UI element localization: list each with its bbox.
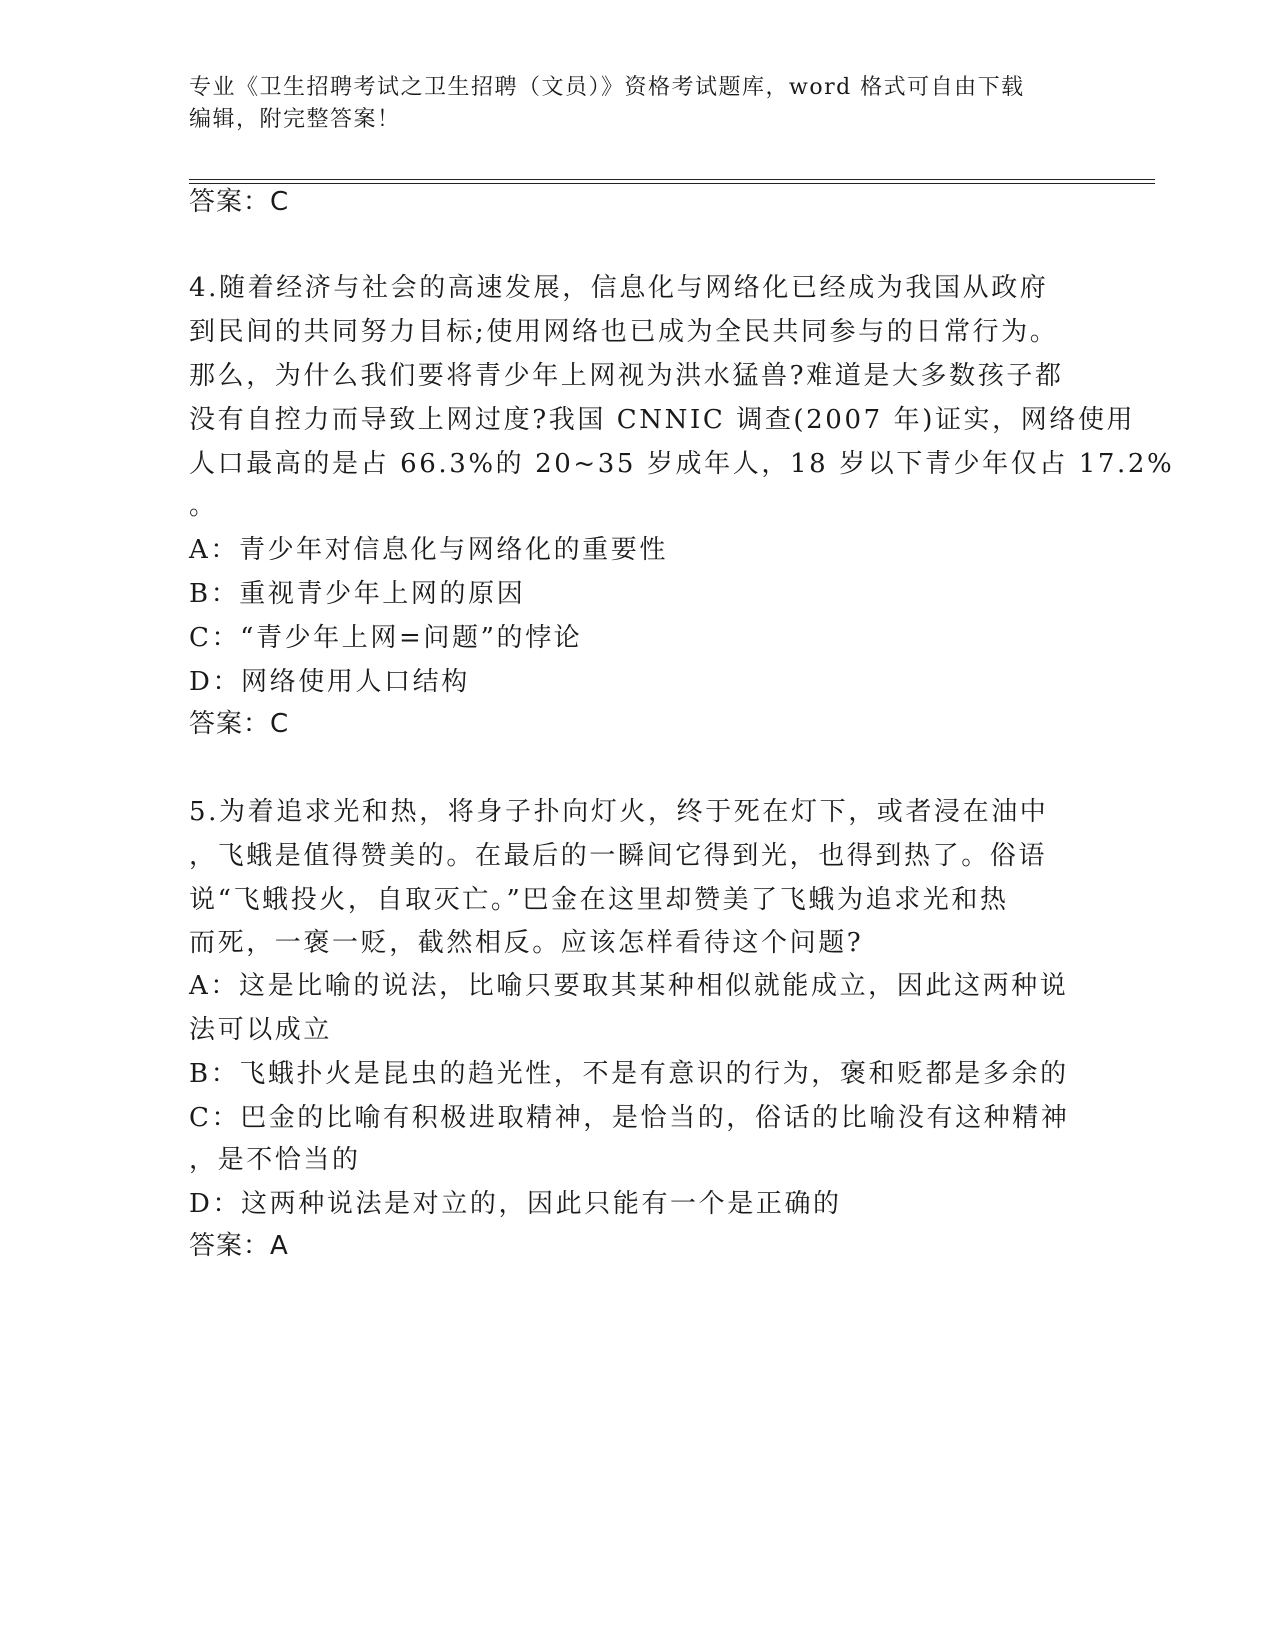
document-header	[189, 72, 1089, 136]
question-4-line: 那么，为什么我们要将青少年上网视为洪水猛兽?难道是大多数孩子都	[189, 361, 1064, 391]
header-line-2: 编辑，附完整答案！	[189, 107, 401, 132]
question-5-answer: 答案：A	[189, 1231, 289, 1261]
question-4-option-a: A：青少年对信息化与网络化的重要性	[189, 535, 668, 565]
question-4-line: 。	[189, 491, 218, 521]
question-5-option-a-cont: 法可以成立	[189, 1015, 333, 1045]
header-line-1: 专业《卫生招聘考试之卫生招聘（文员）》资格考试题库，word 格式可自由下载	[189, 75, 1025, 100]
question-5-option-a: A：这是比喻的说法，比喻只要取其某种相似就能成立，因此这两种说	[189, 971, 1069, 1001]
question-4-line: 人口最高的是占 66.3%的 20~35 岁成年人，18 岁以下青少年仅占 17.2%	[189, 449, 1175, 479]
header-rule-bottom	[189, 183, 1155, 184]
question-4-option-d: D：网络使用人口结构	[189, 667, 470, 697]
question-5-line: 5.为着追求光和热，将身子扑向灯火，终于死在灯下，或者浸在油中	[189, 797, 1049, 827]
question-4-option-b: B：重视青少年上网的原因	[189, 579, 526, 609]
question-4-line: 4.随着经济与社会的高速发展，信息化与网络化已经成为我国从政府	[189, 273, 1049, 303]
question-5-option-b: B：飞蛾扑火是昆虫的趋光性，不是有意识的行为，褒和贬都是多余的	[189, 1059, 1069, 1089]
previous-answer: 答案：C	[189, 187, 290, 217]
question-5-line: 而死，一褒一贬，截然相反。应该怎样看待这个问题?	[189, 928, 864, 958]
question-5-line: 说“飞蛾投火，自取灭亡。”巴金在这里却赞美了飞蛾为追求光和热	[189, 885, 1009, 915]
question-5-option-c: C：巴金的比喻有积极进取精神，是恰当的，俗话的比喻没有这种精神	[189, 1103, 1070, 1133]
question-5-option-d: D：这两种说法是对立的，因此只能有一个是正确的	[189, 1189, 842, 1219]
question-4-option-c: C：“青少年上网=问题”的悖论	[189, 623, 583, 653]
question-4-line: 没有自控力而导致上网过度?我国 CNNIC 调查(2007 年)证实，网络使用	[189, 405, 1136, 435]
question-4-answer: 答案：C	[189, 709, 290, 739]
question-5-line: ，飞蛾是值得赞美的。在最后的一瞬间它得到光，也得到热了。俗语	[189, 841, 1048, 871]
question-5-option-c-cont: ，是不恰当的	[189, 1145, 361, 1175]
question-4-line: 到民间的共同努力目标;使用网络也已成为全民共同参与的日常行为。	[189, 317, 1059, 347]
header-rule-top	[189, 179, 1155, 180]
